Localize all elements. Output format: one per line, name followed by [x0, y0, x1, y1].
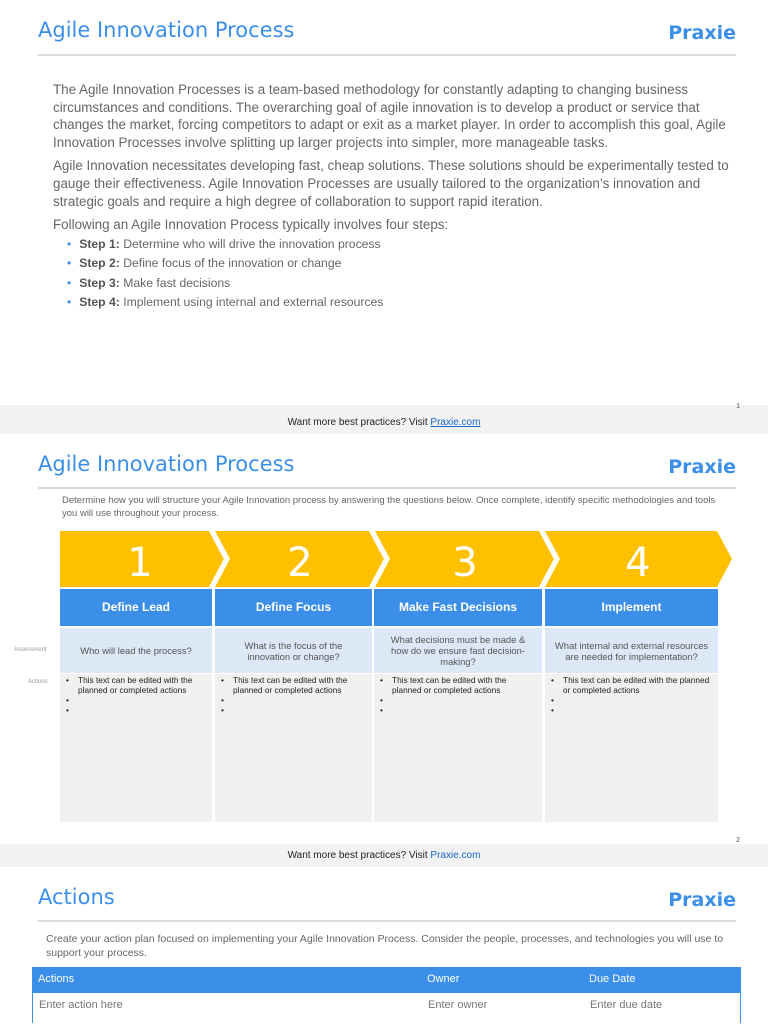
column-header: Define Lead — [60, 589, 212, 626]
page-1 — [0, 0, 768, 410]
column-header: Due Date — [589, 973, 636, 985]
assessment-question[interactable]: What internal and external resources are needed for implementation? — [545, 628, 718, 673]
action-item[interactable]: • This text can be edited with the planned or completed actions — [380, 675, 536, 695]
paragraph: Following an Agile Innovation Process typically involves four steps: — [53, 217, 449, 233]
actions-cell[interactable] — [215, 674, 372, 822]
column-header: Implement — [545, 589, 718, 626]
list-item: • Step 3: Make fast decisions — [67, 274, 743, 293]
actions-cell[interactable] — [60, 674, 212, 822]
column-header: Make Fast Decisions — [374, 589, 542, 626]
praxie-logo: Praxie — [668, 456, 736, 478]
praxie-logo: Praxie — [668, 889, 736, 911]
title-divider — [38, 920, 736, 922]
column-header: Owner — [427, 973, 460, 985]
list-item: • Step 1: Determine who will drive the innovation process — [67, 235, 743, 254]
title-divider — [38, 487, 736, 489]
paragraph: Agile Innovation necessitates developing fast, cheap solutions. These solutions should be experimentally tested to gauge their effectiveness. Agile Innovation Processes are usually tailored to the organization’s innovation and strategic goals and require a high degree of collaboration to support rapid iteration. — [53, 158, 729, 209]
step-number: 4 — [625, 540, 651, 586]
praxie-link[interactable]: Praxie.com — [430, 850, 481, 861]
actions-cell[interactable] — [545, 674, 718, 822]
assessment-question[interactable]: What is the focus of the innovation or change? — [215, 628, 372, 673]
assessment-question[interactable]: Who will lead the process? — [60, 628, 212, 673]
actions-label: Actions — [28, 679, 48, 685]
page-title: Agile Innovation Process — [38, 452, 295, 476]
praxie-link[interactable]: Praxie.com — [430, 417, 481, 428]
steps-list — [67, 235, 743, 313]
list-item: • Step 2: Define focus of the innovation or change — [67, 254, 743, 273]
step-number: 1 — [127, 540, 153, 586]
title-divider — [38, 54, 736, 56]
owner-input[interactable]: Enter owner — [428, 999, 488, 1011]
due-date-input[interactable]: Enter due date — [590, 999, 663, 1011]
step-number: 2 — [287, 540, 313, 586]
action-item[interactable]: • This text can be edited with the planned or completed actions — [66, 675, 206, 695]
column-header: Define Focus — [215, 589, 372, 626]
page-title: Agile Innovation Process — [38, 18, 295, 42]
table-row — [32, 993, 741, 1023]
page-title: Actions — [38, 885, 115, 909]
intro-text: Determine how you will structure your Agile Innovation process by answering the questions below. Once complete, identify specific methodologies and tools you will use throughout your process. — [62, 495, 716, 519]
column-header: Actions — [38, 973, 75, 985]
action-input[interactable]: Enter action here — [39, 999, 123, 1011]
action-item[interactable]: • This text can be edited with the planned or completed actions — [221, 675, 366, 695]
praxie-logo: Praxie — [668, 22, 736, 44]
assessment-question[interactable]: What decisions must be made & how do we ensure fast decision-making? — [374, 628, 542, 673]
page-number: 2 — [736, 837, 740, 844]
footer: Want more best practices? Visit Praxie.com — [0, 845, 768, 867]
step-number: 3 — [452, 540, 478, 586]
actions-cell[interactable] — [374, 674, 542, 822]
footer: Want more best practices? Visit Praxie.com — [0, 412, 768, 434]
assessment-label: Assessment — [14, 647, 47, 653]
page-1-body — [53, 81, 743, 312]
intro-text: Create your action plan focused on implementing your Agile Innovation Process. Consider the people, processes, and technologies you will use to support your process. — [46, 933, 724, 959]
page-number: 1 — [736, 403, 740, 410]
paragraph: The Agile Innovation Processes is a team-based methodology for constantly adapting to changing business circumstances and conditions. The overarching goal of agile innovation is to develop a product or service that changes the market, forcing competitors to adapt or exit as a market player. In order to accomplish this goal, Agile Innovation Processes involve splitting up larger projects into simpler, more manageable tasks. — [53, 82, 726, 150]
action-item[interactable]: • This text can be edited with the planned or completed actions — [551, 675, 712, 695]
table-header — [32, 967, 741, 993]
step-arrows — [60, 531, 732, 587]
list-item: • Step 4: Implement using internal and external resources — [67, 293, 743, 312]
actions-table — [32, 967, 741, 1023]
